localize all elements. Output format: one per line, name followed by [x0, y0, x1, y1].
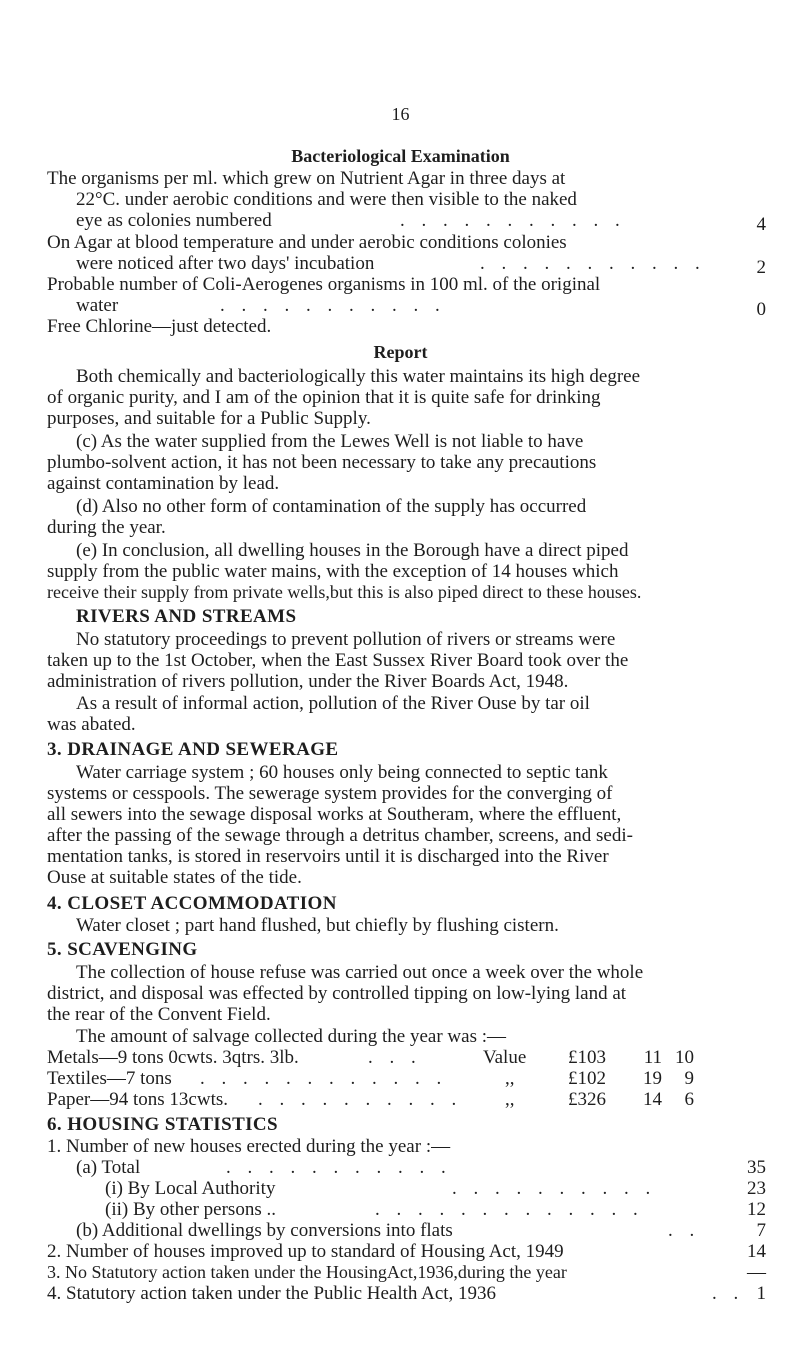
housing-value: 35 [747, 1157, 766, 1178]
rivers-p1-line1: No statutory proceedings to prevent pollution of rivers or streams were [76, 629, 616, 650]
drainage-heading: 3. DRAINAGE AND SEWERAGE [47, 739, 339, 760]
bact-item1-line2: 22°C. under aerobic conditions and were then visible to the naked [76, 189, 577, 210]
bact-item2-line2: were noticed after two days' incubation [76, 253, 375, 274]
salvage-pence: 9 [684, 1068, 694, 1089]
scavenging-heading: 5. SCAVENGING [47, 939, 198, 960]
salvage-pounds: £103 [568, 1047, 606, 1068]
dot-leader: . . . . . . . . . . . [226, 1157, 452, 1178]
dot-leader: . . [712, 1283, 745, 1304]
report-p1-line1: Both chemically and bacteriologically this water maintains its high degree [76, 366, 641, 387]
housing-value: 7 [756, 1220, 766, 1241]
salvage-item: Paper—94 tons 13cwts. [47, 1089, 229, 1110]
rivers-p1-line3: administration of rivers pollution, under the River Boards Act, 1948. [47, 671, 569, 692]
report-pe-line2: supply from the public water mains, with the exception of 14 houses which [47, 561, 619, 582]
dot-leader: . . . . . . . . . . . [220, 295, 446, 316]
bact-item3-line2: water [76, 295, 119, 316]
report-pe-line3: receive their supply from private wells,but this is also piped direct to these houses. [47, 582, 642, 602]
scavenging-line3: the rear of the Convent Field. [47, 1004, 271, 1025]
salvage-pence: 10 [675, 1047, 694, 1068]
dot-leader: . . . . . . . . . . . . . [375, 1199, 644, 1220]
housing-value: 14 [747, 1241, 766, 1262]
drainage-line1: Water carriage system ; 60 houses only being connected to septic tank [76, 762, 608, 783]
report-p1-line3: purposes, and suitable for a Public Supply. [47, 408, 371, 429]
housing-row: 3. No Statutory action taken under the HousingAct,1936,during the year [47, 1262, 567, 1282]
housing-row: 4. Statutory action taken under the Public Health Act, 1936 [47, 1283, 497, 1304]
rivers-p2-line2: was abated. [47, 714, 136, 735]
closet-text: Water closet ; part hand flushed, but chiefly by flushing cistern. [76, 915, 559, 936]
bact-item1-line1: The organisms per ml. which grew on Nutrient Agar in three days at [47, 168, 566, 189]
drainage-line6: Ouse at suitable states of the tide. [47, 867, 302, 888]
salvage-item: Metals—9 tons 0cwts. 3qtrs. 3lb. [47, 1047, 299, 1068]
dot-leader: . . . . . . . . . . . [480, 253, 706, 274]
salvage-amount [568, 1068, 694, 1089]
housing-value: 1 [756, 1283, 766, 1304]
salvage-label: Value [483, 1047, 527, 1068]
bact-item2-value: 2 [756, 257, 766, 278]
salvage-pence: 6 [684, 1089, 694, 1110]
salvage-amount [568, 1089, 694, 1110]
salvage-pounds: £102 [568, 1068, 606, 1089]
closet-heading: 4. CLOSET ACCOMMODATION [47, 893, 337, 914]
drainage-line4: after the passing of the sewage through a detritus chamber, screens, and sedi- [47, 825, 633, 846]
salvage-shillings: 19 [643, 1068, 662, 1089]
housing-heading: 6. HOUSING STATISTICS [47, 1114, 279, 1135]
report-pc-line1: (c) As the water supplied from the Lewes Well is not liable to have [76, 431, 584, 452]
dot-leader: . . . . . . . . . . . . [200, 1068, 448, 1089]
rivers-p2-line1: As a result of informal action, pollution of the River Ouse by tar oil [76, 693, 590, 714]
rivers-p1-line2: taken up to the 1st October, when the East Sussex River Board took over the [47, 650, 629, 671]
bact-item4: Free Chlorine—just detected. [47, 316, 272, 337]
report-p1-line2: of organic purity, and I am of the opinion that it is quite safe for drinking [47, 387, 601, 408]
bact-item1-line3: eye as colonies numbered [76, 210, 272, 231]
report-pc-line3: against contamination by lead. [47, 473, 280, 494]
bact-item3-line1: Probable number of Coli-Aerogenes organisms in 100 ml. of the original [47, 274, 601, 295]
salvage-intro: The amount of salvage collected during the year was :— [76, 1026, 506, 1047]
report-pd-line2: during the year. [47, 517, 166, 538]
salvage-pounds: £326 [568, 1089, 606, 1110]
housing-row: (b) Additional dwellings by conversions into flats [76, 1220, 453, 1241]
report-heading: Report [373, 342, 428, 362]
report-pc-line2: plumbo-solvent action, it has not been necessary to take any precautions [47, 452, 597, 473]
housing-row: 1. Number of new houses erected during the year :— [47, 1136, 451, 1157]
housing-row: (a) Total [76, 1157, 141, 1178]
dot-leader: . . . . . . . . . . [258, 1089, 463, 1110]
housing-row: (ii) By other persons .. [105, 1199, 276, 1220]
rivers-heading: RIVERS AND STREAMS [76, 606, 297, 627]
drainage-line5: mentation tanks, is stored in reservoirs until it is discharged into the River [47, 846, 609, 867]
bact-item2-line1: On Agar at blood temperature and under aerobic conditions colonies [47, 232, 567, 253]
salvage-shillings: 14 [643, 1089, 662, 1110]
housing-row: 2. Number of houses improved up to standard of Housing Act, 1949 [47, 1241, 564, 1262]
scavenging-line2: district, and disposal was effected by controlled tipping on low-lying land at [47, 983, 627, 1004]
bact-item1-value: 4 [756, 214, 766, 235]
drainage-line3: all sewers into the sewage disposal works at Southeram, where the effluent, [47, 804, 622, 825]
report-pe-line1: (e) In conclusion, all dwelling houses in the Borough have a direct piped [76, 540, 629, 561]
salvage-label: ,, [505, 1068, 515, 1089]
page-number: 16 [391, 104, 410, 124]
report-pd-line1: (d) Also no other form of contamination of the supply has occurred [76, 496, 587, 517]
housing-value: 12 [747, 1199, 766, 1220]
bacteriological-heading: Bacteriological Examination [291, 146, 510, 166]
drainage-line2: systems or cesspools. The sewerage system provides for the converging of [47, 783, 613, 804]
housing-value: — [747, 1262, 766, 1283]
scavenging-line1: The collection of house refuse was carried out once a week over the whole [76, 962, 644, 983]
dot-leader: . . . . . . . . . . . [400, 210, 626, 231]
salvage-item: Textiles—7 tons [47, 1068, 172, 1089]
bact-item3-value: 0 [756, 299, 766, 320]
dot-leader: . . . [368, 1047, 422, 1068]
housing-row: (i) By Local Authority [105, 1178, 276, 1199]
salvage-label: ,, [505, 1089, 515, 1110]
salvage-amount [568, 1047, 694, 1068]
dot-leader: . . [668, 1220, 701, 1241]
housing-value: 23 [747, 1178, 766, 1199]
salvage-shillings: 11 [643, 1047, 662, 1068]
dot-leader: . . . . . . . . . . [452, 1178, 657, 1199]
